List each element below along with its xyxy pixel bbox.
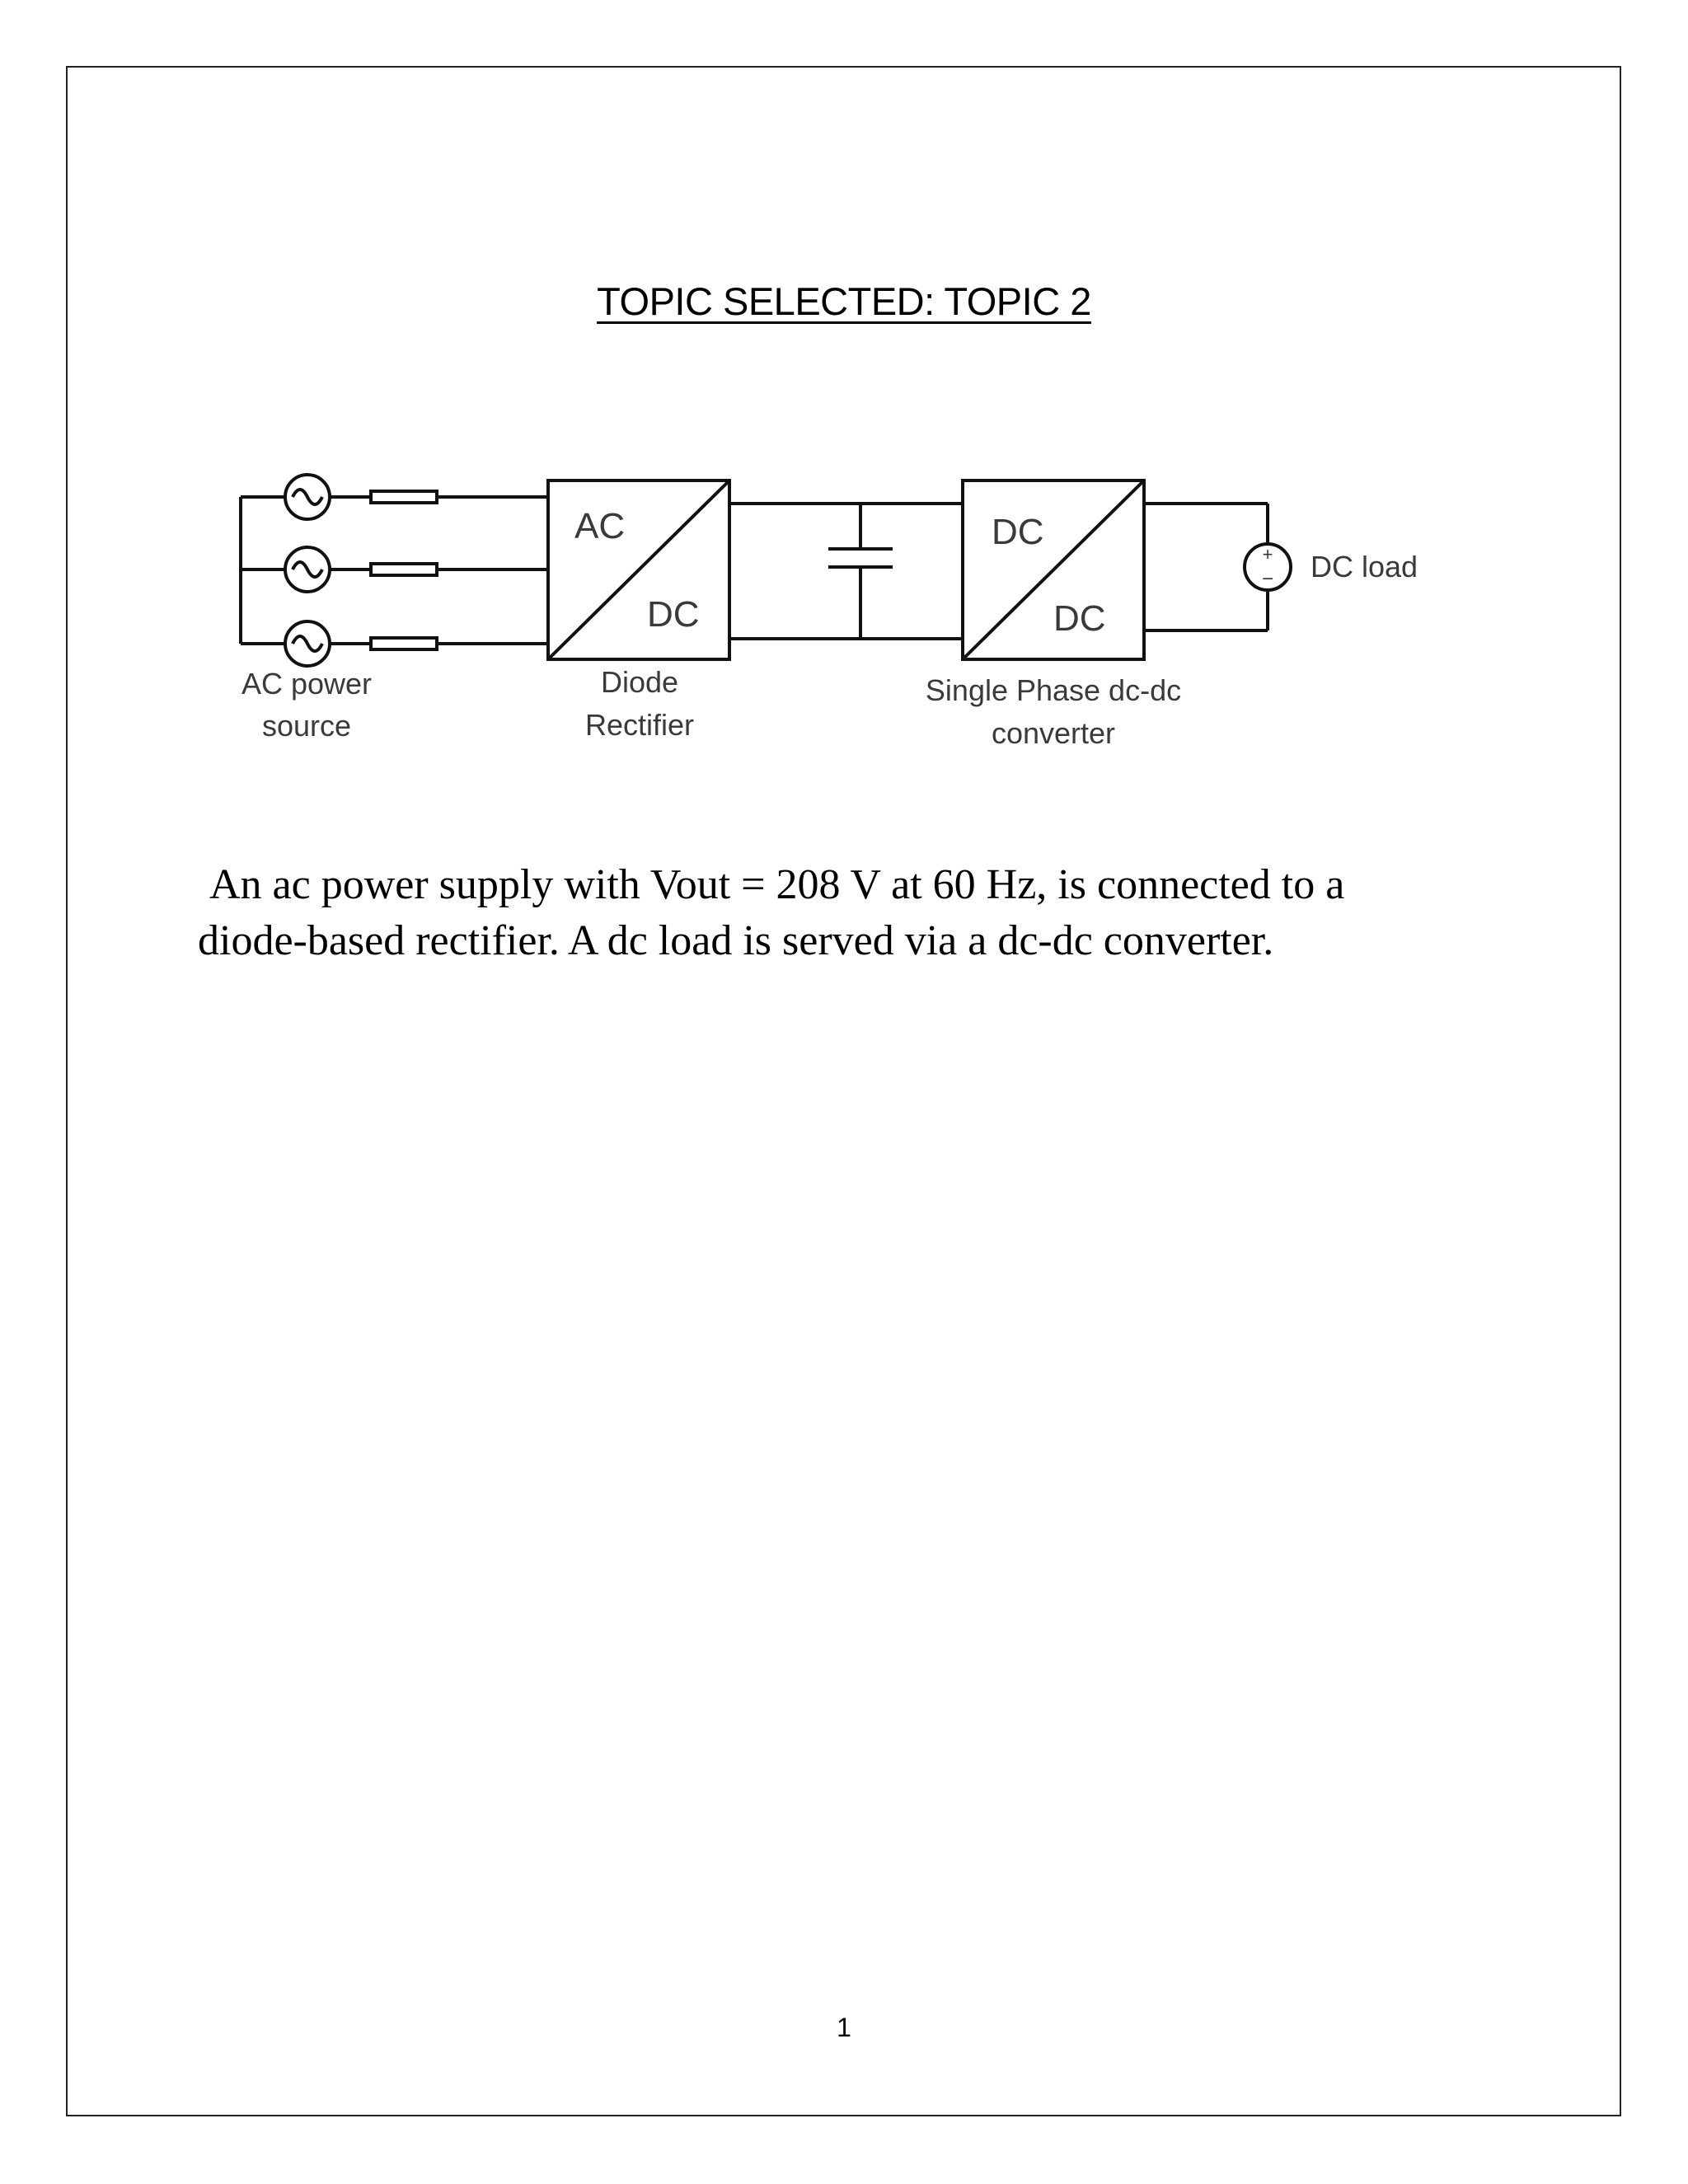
converter-output-label: DC [1053, 598, 1106, 639]
rectifier-output-label: DC [647, 594, 700, 635]
paragraph-line: An ac power supply with Vout = 208 V at 60 Hz, is connected to a [209, 861, 1345, 908]
rectifier-input-label: AC [574, 506, 626, 546]
problem-statement [198, 857, 1517, 969]
converter-caption: converter [991, 716, 1116, 750]
converter-input-label: DC [992, 512, 1044, 552]
ac-source-icon-2 [285, 547, 330, 592]
line-impedance-1 [371, 491, 437, 503]
ac-source-icon-3 [285, 621, 330, 666]
load-plus-sign: + [1262, 544, 1273, 565]
ac-source-icon-1 [285, 475, 330, 519]
load-minus-sign: − [1261, 568, 1274, 590]
rectifier-caption: Diode [600, 665, 679, 699]
capacitor-icon [828, 504, 893, 639]
ac-source-caption: AC power [241, 667, 373, 701]
converter-caption: Single Phase dc-dc [925, 673, 1182, 707]
dc-load-caption: DC load [1311, 550, 1418, 583]
line-impedance-3 [371, 638, 437, 649]
circuit-diagram [0, 0, 1688, 824]
page-title: TOPIC SELECTED: TOPIC 2 [597, 279, 1091, 323]
ac-source-caption: source [261, 709, 352, 743]
page-number: 1 [837, 2013, 851, 2042]
paragraph-line: diode-based rectifier. A dc load is served via a dc-dc converter. [198, 917, 1274, 964]
line-impedance-2 [371, 564, 437, 575]
rectifier-caption: Rectifier [584, 708, 695, 742]
